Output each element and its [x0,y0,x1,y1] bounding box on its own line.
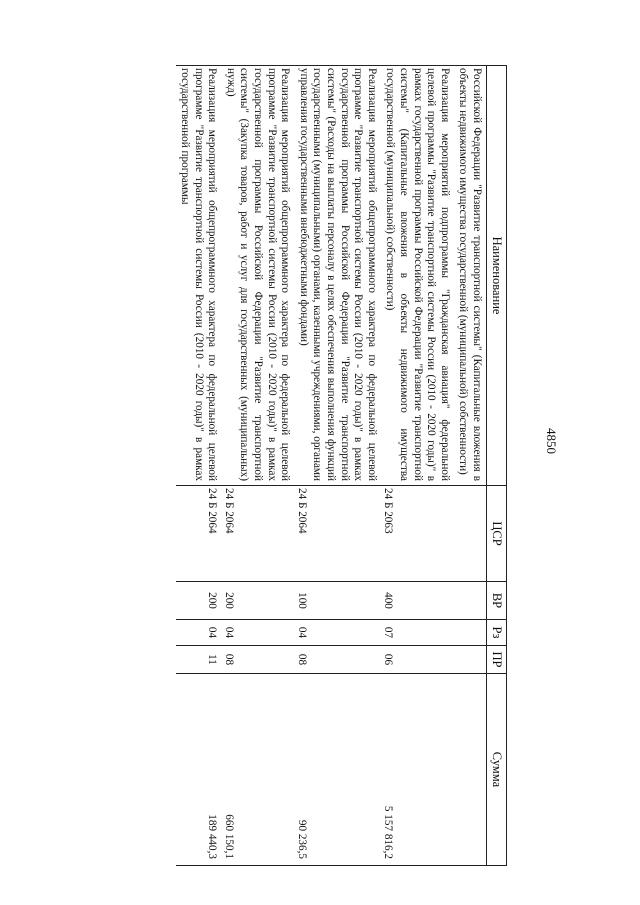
row-vr: 400 [381,582,454,620]
row-rz: 04 [176,620,222,646]
table-header-row [487,66,507,866]
row-rz: 04 [294,620,381,646]
table-row [294,66,381,866]
header-csr: ЦСР [487,486,507,582]
row-csr: 24 Б 2064 [294,486,381,582]
header-vr: ВР [487,582,507,620]
header-rz: Рз [487,620,507,646]
row-name: Реализация мероприятий общепрограммного характера по федеральной целевой программе "Развитие транспортной системы России (2010 - 2020 годы)" в рамках государственной программы [176,66,222,486]
row-vr: 100 [294,582,381,620]
budget-table [176,65,507,866]
row-name: Реализация мероприятий подпрограммы "Гражданская авиация" федеральной целевой программы "Развитие транспортной системы России (2010 - 2020 годы)" в рамках государственной программы Российской Федерации "Развитие транспортной системы" (Капитальные вложения в объекты недвижимого имущества государственной (муниципальной) собственности) [381,66,454,486]
header-name: Наименование [487,66,507,486]
table-row [454,66,487,866]
table-row [176,66,222,866]
row-vr: 200 [221,582,294,620]
row-rz [454,620,487,646]
table-row [221,66,294,866]
row-csr [454,486,487,582]
row-csr: 24 Б 2063 [381,486,454,582]
table-row [381,66,454,866]
row-name: Реализация мероприятий общепрограммного характера по федеральной целевой программе "Развитие транспортной системы России (2010 - 2020 годы)" в рамках государственной программы Российской Федерации "Развитие транспортной системы" (Расходы на выплаты персоналу в целях обеспечения выполнения функций государственными (муниципальными) органами, казенными учреждениями, органами управления государственными внебюджетными фондами) [294,66,381,486]
row-vr [454,582,487,620]
header-pr: ПР [487,646,507,674]
row-csr: 24 Б 2064 [176,486,222,582]
row-sum [454,674,487,866]
row-pr [454,646,487,674]
row-name: Российской Федерации "Развитие транспортной системы" (Капитальные вложения в объекты недвижимого имущества государственной (муниципальной) собственности) [454,66,487,486]
row-name: Реализация мероприятий общепрограммного характера по федеральной целевой программе "Развитие транспортной системы России (2010 - 2020 годы)" в рамках государственной программы Российской Федерации "Развитие транспортной системы" (Закупка товаров, работ и услуг для государственных (муниципальных) нужд) [221,66,294,486]
row-rz: 04 [221,620,294,646]
row-pr: 08 [221,646,294,674]
row-csr: 24 Б 2064 [221,486,294,582]
row-sum: 90 236,5 [294,674,381,866]
row-sum: 189 440,3 [176,674,222,866]
row-pr: 06 [381,646,454,674]
header-sum: Сумма [487,674,507,866]
row-pr: 11 [176,646,222,674]
row-sum: 660 150,1 [221,674,294,866]
row-vr: 200 [176,582,222,620]
rotated-budget-table [71,65,507,865]
row-sum: 5 157 816,2 [381,674,454,866]
row-pr: 08 [294,646,381,674]
page-number: 4850 [544,428,559,454]
row-rz: 07 [381,620,454,646]
